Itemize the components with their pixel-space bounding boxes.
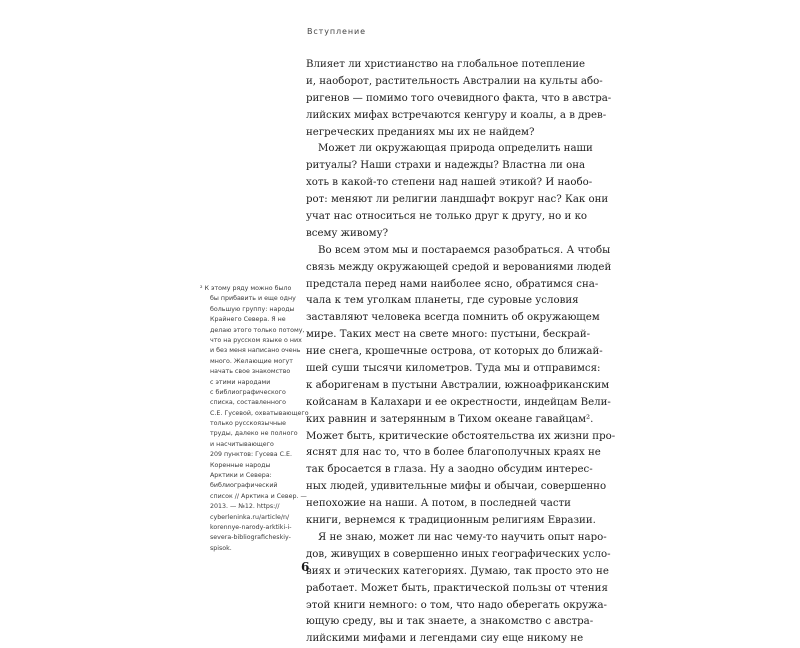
text-line: этой книги немного: о том, что надо оберегать окружа- [306, 599, 607, 611]
text-line: непохожие на наши. А потом, в последней части [306, 498, 571, 510]
footnote-line: korennye-narody-arktiki-i- [210, 523, 292, 531]
text-line: дов, живущих в совершенно иных географических усло- [306, 548, 611, 560]
text-line: заставляют человека всегда помнить об окружающем [306, 312, 600, 324]
text-line: предстала перед нами наиболее ясно, обратимся сна- [306, 278, 599, 290]
text-line: хоть в какой-то степени над нашей этикой? И наобо- [306, 177, 593, 189]
text-line: лийских мифах встречаются кенгуру и коалы, а в древ- [306, 109, 607, 121]
footnote-line: библиографический [210, 482, 278, 490]
footnote-line: spisok. [210, 544, 232, 552]
text-line: Может ли окружающая природа определить наши [318, 143, 593, 155]
text-line: Во всем этом мы и постараемся разобраться. А чтобы [318, 244, 611, 256]
footnote-line: только русскоязычные [210, 420, 287, 428]
text-line: ритуалы? Наши страхи и надежды? Властна ли она [306, 160, 586, 172]
footnote-line: списка, составленного [210, 399, 286, 407]
footnote-line: 209 пунктов: Гусева С.Е. [210, 451, 292, 459]
footnote-line: с библиографического [210, 388, 286, 396]
text-line: ние снега, крошечные острова, от которых до ближай- [306, 346, 603, 358]
main-text [306, 57, 616, 648]
footnote-line: большую группу: народы [210, 305, 295, 313]
footnote-line: С.Е. Гусевой, охватывающего [210, 409, 309, 417]
footnote-line: severa-bibliograficheskiy- [210, 534, 291, 542]
page-number: 6 [301, 560, 310, 574]
text-line: койсанам в Калахари и ее окрестности, индейцам Вели- [306, 396, 611, 408]
text-line: так бросается в глаза. Ну а заодно обсудим интерес- [306, 464, 593, 476]
footnote-line: и без меня написано очень [210, 347, 301, 355]
footnote-line: Коренные народы [210, 461, 271, 469]
text-line: мире. Таких мест на свете много: пустыни, бескрай- [306, 329, 591, 341]
text-line: шей суши тысячи километров. Туда мы и отправимся: [306, 363, 601, 375]
text-line: учат нас относиться не только друг к другу, но и ко [306, 211, 588, 223]
text-line: ющую среду, вы и так знаете, а знакомство с австра- [306, 616, 594, 628]
footnote [200, 284, 309, 554]
footnote-line: труды, далеко не полного [210, 430, 298, 438]
text-line: и, наоборот, растительность Австралии на культы або- [306, 75, 603, 87]
running-header: Вступление [307, 27, 366, 36]
footnote-line: что на русском языке о них [210, 336, 302, 344]
text-line: Влияет ли христианство на глобальное потепление [306, 59, 586, 70]
text-line: яснят для нас то, что в более благополучных краях не [306, 447, 601, 459]
text-line: негреческих преданиях мы их не найдем? [306, 126, 535, 138]
footnote-line: делаю этого только потому, [210, 326, 305, 334]
text-line: к аборигенам в пустыни Австралии, южноафриканским [306, 379, 610, 391]
footnote-line: ² К этому ряду можно было [200, 285, 292, 292]
text-line: виях и этических категориях. Думаю, так просто это не [306, 565, 609, 577]
text-line: Может быть, критические обстоятельства их жизни про- [306, 430, 616, 442]
text-line: ных людей, удивительные мифы и обычаи, совершенно [306, 481, 607, 493]
text-line: рот: меняют ли религии ландшафт вокруг нас? Как они [306, 194, 609, 206]
footnote-line: список // Арктика и Север. — [210, 492, 307, 500]
text-line: книги, вернемся к традиционным религиям Евразии. [306, 515, 596, 527]
footnote-line: 2013. — №12. https:// [210, 503, 280, 511]
footnote-line: много. Желающие могут [210, 357, 293, 365]
text-line: связь между окружающей средой и верованиями людей [306, 261, 612, 273]
text-line: всему живому? [306, 227, 389, 239]
footnote-line: с этими народами [210, 378, 271, 386]
footnote-line: и насчитывающего [210, 440, 274, 448]
text-line: чала к тем уголкам планеты, где суровые условия [306, 295, 579, 307]
text-line: Я не знаю, может ли нас чему-то научить опыт наро- [318, 531, 607, 543]
footnote-line: бы прибавить и еще одну [210, 295, 296, 303]
text-line: работает. Может быть, практической пользы от чтения [306, 582, 608, 594]
footnote-line: Крайнего Севера. Я не [210, 316, 286, 324]
footnote-line: Арктики и Севера: [210, 472, 272, 480]
footnote-line: начать свое знакомство [210, 368, 291, 376]
footnote-line: cyberleninka.ru/article/n/ [210, 513, 290, 521]
text-line: ригенов — помимо того очевидного факта, что в австра- [306, 92, 612, 104]
text-line: ких равнин и затерянным в Тихом океане гавайцам². [306, 413, 594, 425]
text-line: лийскими мифами и легендами сиу еще никому не [306, 633, 584, 645]
